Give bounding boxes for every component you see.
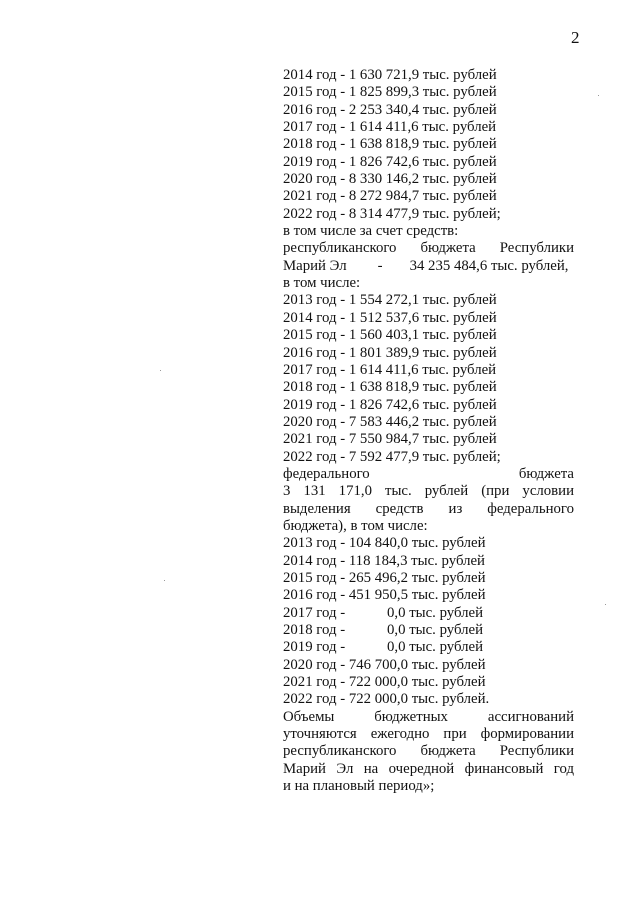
federal-year: 2022 год - — [283, 691, 346, 708]
republic-line-2020: 2020 год - 7 583 446,2 тыс. рублей — [283, 413, 497, 430]
closing-line-3: республиканского бюджета Республики — [283, 743, 574, 760]
republic-line-2019: 2019 год - 1 826 742,6 тыс. рублей — [283, 396, 497, 413]
federal-line-2017 — [283, 605, 574, 622]
republic-budget-region: Марий Эл — [283, 257, 347, 274]
republic-budget-section — [283, 240, 574, 465]
federal-amount: 0,0 тыс. рублей — [387, 622, 484, 638]
federal-budget-total: 3 131 171,0 тыс. рублей (при условии — [283, 483, 574, 500]
republic-line-2013: 2013 год - 1 554 272,1 тыс. рублей — [283, 292, 497, 309]
federal-amount: 722 000,0 тыс. рублей. — [348, 691, 490, 708]
federal-year: 2021 год - — [283, 674, 346, 691]
republic-line-2022: 2022 год - 7 592 477,9 тыс. рублей; — [283, 448, 501, 465]
federal-budget-heading: федерального бюджета — [283, 465, 574, 482]
republic-budget-total — [283, 258, 574, 275]
closing-line-5: и на плановый период»; — [283, 778, 435, 795]
federal-budget-section — [283, 466, 574, 709]
federal-year: 2019 год - — [283, 639, 346, 656]
total-line-2020: 2020 год - 8 330 146,2 тыс. рублей — [283, 171, 497, 188]
total-line-2015: 2015 год - 1 825 899,3 тыс. рублей — [283, 84, 497, 101]
republic-line-2016: 2016 год - 1 801 389,9 тыс. рублей — [283, 344, 497, 361]
federal-line-2022 — [283, 691, 574, 708]
total-line-2014: 2014 год - 1 630 721,9 тыс. рублей — [283, 67, 497, 83]
republic-budget-heading: республиканского бюджета Республики — [283, 240, 574, 257]
federal-amount: 746 700,0 тыс. рублей — [348, 656, 486, 673]
republic-budget-including: в том числе: — [283, 275, 361, 292]
federal-year: 2020 год - — [283, 656, 346, 673]
republic-line-2021: 2021 год - 7 550 984,7 тыс. рублей — [283, 431, 497, 448]
total-line-2019: 2019 год - 1 826 742,6 тыс. рублей — [283, 153, 497, 170]
including-sources-label: в том числе за счет средств: — [283, 223, 459, 240]
federal-amount: 451 950,5 тыс. рублей — [348, 587, 486, 604]
federal-line-2016 — [283, 587, 574, 604]
republic-budget-amount: 34 235 484,6 тыс. рублей, — [409, 257, 569, 274]
federal-year: 2018 год - — [283, 622, 346, 638]
scan-speck — [598, 95, 599, 96]
total-line-2022: 2022 год - 8 314 477,9 тыс. рублей; — [283, 205, 501, 222]
republic-budget-dash: - — [377, 257, 383, 274]
federal-year: 2017 год - — [283, 604, 346, 621]
scan-speck — [160, 370, 161, 371]
federal-year: 2013 год - — [283, 535, 346, 552]
closing-line-1: Объемы бюджетных ассигнований — [283, 708, 574, 725]
federal-line-2013 — [283, 535, 574, 552]
funding-text-block — [283, 67, 574, 795]
total-line-2018: 2018 год - 1 638 818,9 тыс. рублей — [283, 136, 497, 153]
total-line-2021: 2021 год - 8 272 984,7 тыс. рублей — [283, 188, 497, 205]
federal-amount: 118 184,3 тыс. рублей — [348, 552, 485, 569]
federal-year: 2016 год - — [283, 587, 346, 604]
federal-budget-condition: выделения средств из федерального — [283, 500, 574, 517]
republic-line-2017: 2017 год - 1 614 411,6 тыс. рублей — [283, 361, 497, 378]
closing-paragraph — [283, 709, 574, 796]
federal-year: 2015 год - — [283, 569, 346, 586]
scan-speck — [605, 604, 606, 605]
republic-line-2015: 2015 год - 1 560 403,1 тыс. рублей — [283, 327, 497, 344]
federal-amount: 265 496,2 тыс. рублей — [348, 569, 486, 586]
scan-speck — [164, 580, 165, 581]
federal-line-2020 — [283, 657, 574, 674]
closing-line-2: уточняются ежегодно при формировании — [283, 726, 574, 743]
federal-amount: 0,0 тыс. рублей — [387, 604, 484, 621]
total-funding-by-year — [283, 67, 574, 223]
federal-line-2014 — [283, 553, 574, 570]
federal-line-2018 — [283, 622, 574, 639]
federal-amount: 722 000,0 тыс. рублей — [348, 674, 486, 691]
federal-amount: 0,0 тыс. рублей — [387, 639, 484, 656]
federal-line-2015 — [283, 570, 574, 587]
federal-budget-including: бюджета), в том числе: — [283, 517, 428, 534]
federal-year: 2014 год - — [283, 552, 346, 569]
page-number: 2 — [571, 28, 580, 47]
federal-line-2021 — [283, 674, 574, 691]
federal-line-2019 — [283, 639, 574, 656]
closing-line-4: Марий Эл на очередной финансовый год — [283, 760, 574, 777]
total-line-2016: 2016 год - 2 253 340,4 тыс. рублей — [283, 101, 497, 118]
total-line-2017: 2017 год - 1 614 411,6 тыс. рублей — [283, 119, 497, 136]
republic-line-2014: 2014 год - 1 512 537,6 тыс. рублей — [283, 309, 497, 326]
republic-line-2018: 2018 год - 1 638 818,9 тыс. рублей — [283, 379, 497, 396]
federal-amount: 104 840,0 тыс. рублей — [348, 535, 486, 552]
